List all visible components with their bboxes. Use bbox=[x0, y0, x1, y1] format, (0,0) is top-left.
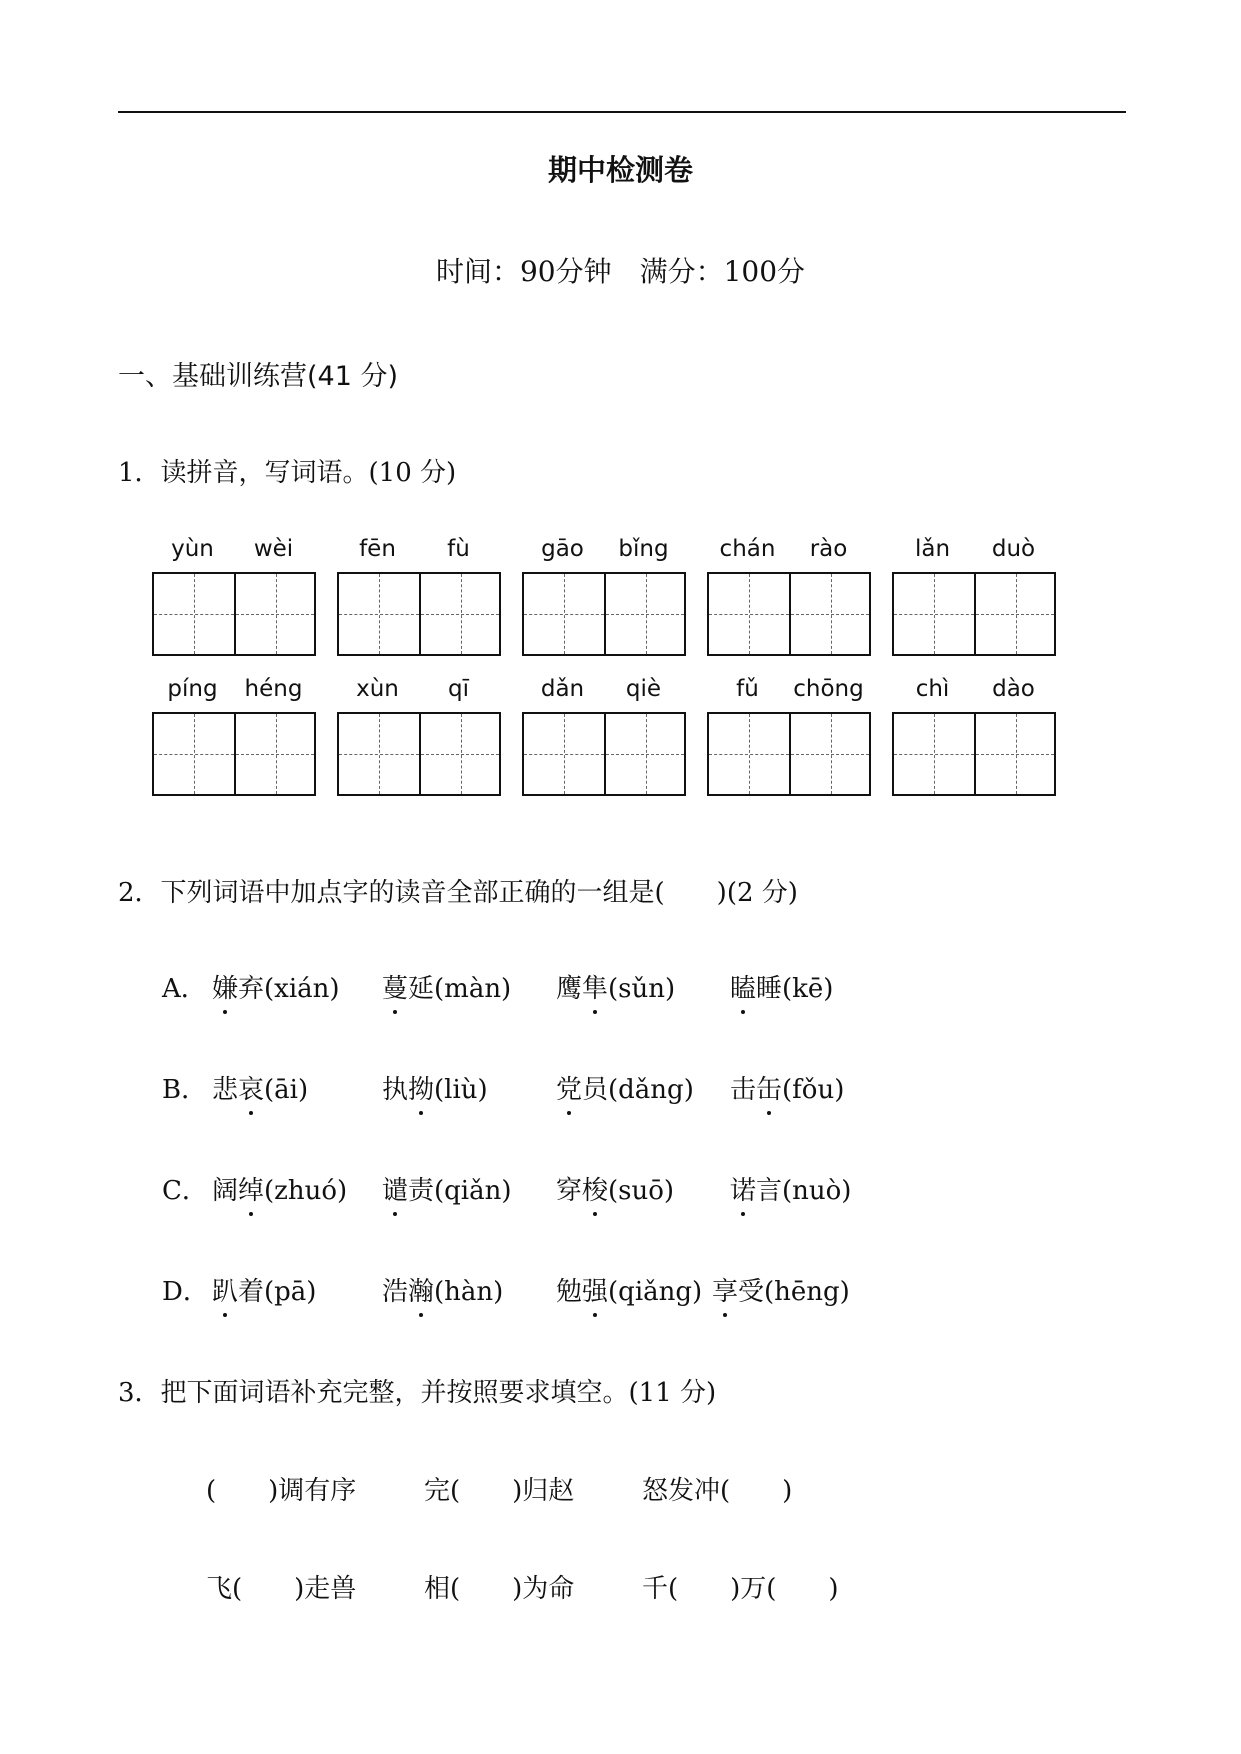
word-rest: 弃(xián) bbox=[238, 974, 340, 1004]
dotted-char: 嫌 bbox=[212, 968, 238, 1005]
option-word bbox=[212, 968, 340, 1005]
pinyin-word bbox=[522, 676, 684, 816]
pinyin-word bbox=[707, 676, 869, 816]
dotted-char: 蔓 bbox=[382, 968, 408, 1005]
pinyin-label: dǎn bbox=[540, 676, 585, 702]
option-word bbox=[730, 1170, 851, 1207]
word-rest: (zhuó) bbox=[264, 1176, 348, 1206]
writing-boxes[interactable] bbox=[522, 572, 686, 656]
word-rest: 责(qiǎn) bbox=[408, 1176, 512, 1206]
writing-boxes[interactable] bbox=[152, 572, 316, 656]
dotted-char: 绰 bbox=[238, 1170, 264, 1207]
word-rest: 受(hēng) bbox=[738, 1277, 850, 1307]
idiom-blank[interactable]: 飞( )走兽 bbox=[206, 1574, 357, 1604]
word-rest: 睡(kē) bbox=[756, 974, 834, 1004]
word-rest: 员(dǎng) bbox=[582, 1075, 694, 1105]
writing-boxes[interactable] bbox=[707, 712, 871, 796]
pinyin-word bbox=[337, 676, 499, 816]
word-pre: 鹰 bbox=[556, 974, 583, 1004]
pinyin-word bbox=[152, 676, 314, 816]
pinyin-label: chōng bbox=[793, 676, 864, 702]
word-pre: 击 bbox=[730, 1075, 757, 1105]
word-rest: (āi) bbox=[264, 1075, 309, 1105]
section-heading: 一、基础训练营(41 分) bbox=[118, 361, 399, 392]
word-rest: (suō) bbox=[608, 1176, 675, 1206]
pinyin-word bbox=[892, 536, 1054, 676]
dotted-char: 党 bbox=[556, 1069, 582, 1106]
idiom-blank[interactable]: 怒发冲( ) bbox=[642, 1476, 793, 1506]
writing-boxes[interactable] bbox=[152, 712, 316, 796]
option-word bbox=[382, 1170, 512, 1207]
pinyin-label: qī bbox=[448, 676, 469, 702]
dotted-char: 哀 bbox=[238, 1069, 264, 1106]
option-word bbox=[212, 1069, 308, 1106]
pinyin-label: duò bbox=[991, 536, 1036, 562]
writing-boxes[interactable] bbox=[707, 572, 871, 656]
question-2: 2．下列词语中加点字的读音全部正确的一组是( )(2 分) bbox=[118, 878, 798, 908]
question-1: 1．读拼音，写词语。(10 分) bbox=[118, 458, 457, 488]
dotted-char: 拗 bbox=[408, 1069, 434, 1106]
idiom-blank[interactable]: 千( )万( ) bbox=[642, 1574, 839, 1604]
dotted-char: 谴 bbox=[382, 1170, 408, 1207]
option-word bbox=[556, 1069, 694, 1106]
pinyin-grid-row-2 bbox=[152, 676, 1072, 816]
writing-boxes[interactable] bbox=[337, 712, 501, 796]
dotted-char: 趴 bbox=[212, 1271, 238, 1308]
option-word bbox=[556, 1271, 702, 1308]
dotted-char: 享 bbox=[712, 1271, 738, 1308]
exam-info: 时间：90分钟 满分：100分 bbox=[435, 255, 806, 288]
word-pre: 执 bbox=[382, 1075, 409, 1105]
pinyin-label: píng bbox=[167, 676, 218, 702]
word-rest: (fǒu) bbox=[782, 1075, 845, 1105]
writing-boxes[interactable] bbox=[892, 572, 1056, 656]
dotted-char: 瞌 bbox=[730, 968, 756, 1005]
pinyin-label: gāo bbox=[541, 536, 584, 562]
pinyin-label: héng bbox=[244, 676, 303, 702]
pinyin-label: yùn bbox=[171, 536, 214, 562]
question-3: 3．把下面词语补充完整，并按照要求填空。(11 分) bbox=[118, 1378, 717, 1408]
word-pre: 悲 bbox=[212, 1075, 239, 1105]
word-rest: (sǔn) bbox=[608, 974, 676, 1004]
pinyin-label: fǔ bbox=[736, 676, 759, 702]
option-word bbox=[212, 1271, 316, 1308]
dotted-char: 强 bbox=[582, 1271, 608, 1308]
idiom-blank[interactable]: ( )调有序 bbox=[206, 1476, 357, 1506]
word-rest: 言(nuò) bbox=[756, 1176, 852, 1206]
option-label: A． bbox=[162, 974, 207, 1004]
word-pre: 阔 bbox=[212, 1176, 239, 1206]
top-rule bbox=[118, 111, 1126, 113]
pinyin-label: lǎn bbox=[914, 536, 951, 562]
pinyin-label: rào bbox=[809, 536, 848, 562]
page-title: 期中检测卷 bbox=[547, 153, 693, 187]
word-rest: 着(pā) bbox=[238, 1277, 317, 1307]
idiom-blank[interactable]: 相( )为命 bbox=[424, 1574, 575, 1604]
word-pre: 浩 bbox=[382, 1277, 409, 1307]
pinyin-label: fēn bbox=[359, 536, 396, 562]
pinyin-label: bǐng bbox=[618, 536, 669, 562]
word-pre: 勉 bbox=[556, 1277, 583, 1307]
option-word bbox=[730, 968, 833, 1005]
dotted-char: 诺 bbox=[730, 1170, 756, 1207]
option-word bbox=[556, 968, 675, 1005]
option-label: D． bbox=[162, 1277, 209, 1307]
word-rest: (hàn) bbox=[434, 1277, 504, 1307]
option-word bbox=[382, 1069, 488, 1106]
pinyin-label: fù bbox=[447, 536, 470, 562]
writing-boxes[interactable] bbox=[892, 712, 1056, 796]
dotted-char: 梭 bbox=[582, 1170, 608, 1207]
option-word bbox=[212, 1170, 347, 1207]
option-word bbox=[730, 1069, 844, 1106]
pinyin-label: qiè bbox=[625, 676, 662, 702]
word-rest: (liù) bbox=[434, 1075, 488, 1105]
option-label: B． bbox=[162, 1075, 208, 1105]
pinyin-label: wèi bbox=[253, 536, 294, 562]
pinyin-label: chán bbox=[719, 536, 776, 562]
option-word bbox=[712, 1271, 850, 1308]
dotted-char: 缶 bbox=[756, 1069, 782, 1106]
writing-boxes[interactable] bbox=[522, 712, 686, 796]
word-pre: 穿 bbox=[556, 1176, 583, 1206]
idiom-blank[interactable]: 完( )归赵 bbox=[424, 1476, 575, 1506]
writing-boxes[interactable] bbox=[337, 572, 501, 656]
pinyin-word bbox=[152, 536, 314, 676]
dotted-char: 隼 bbox=[582, 968, 608, 1005]
pinyin-grid-row-1 bbox=[152, 536, 1072, 676]
word-rest: 延(màn) bbox=[408, 974, 512, 1004]
option-word bbox=[556, 1170, 674, 1207]
pinyin-word bbox=[522, 536, 684, 676]
pinyin-label: xùn bbox=[356, 676, 399, 702]
pinyin-word bbox=[892, 676, 1054, 816]
option-word bbox=[382, 1271, 503, 1308]
pinyin-label: dào bbox=[992, 676, 1035, 702]
option-word bbox=[382, 968, 511, 1005]
pinyin-word bbox=[337, 536, 499, 676]
option-label: C． bbox=[162, 1176, 208, 1206]
pinyin-label: chì bbox=[915, 676, 950, 702]
pinyin-word bbox=[707, 536, 869, 676]
word-rest: (qiǎng) bbox=[608, 1277, 703, 1307]
dotted-char: 瀚 bbox=[408, 1271, 434, 1308]
